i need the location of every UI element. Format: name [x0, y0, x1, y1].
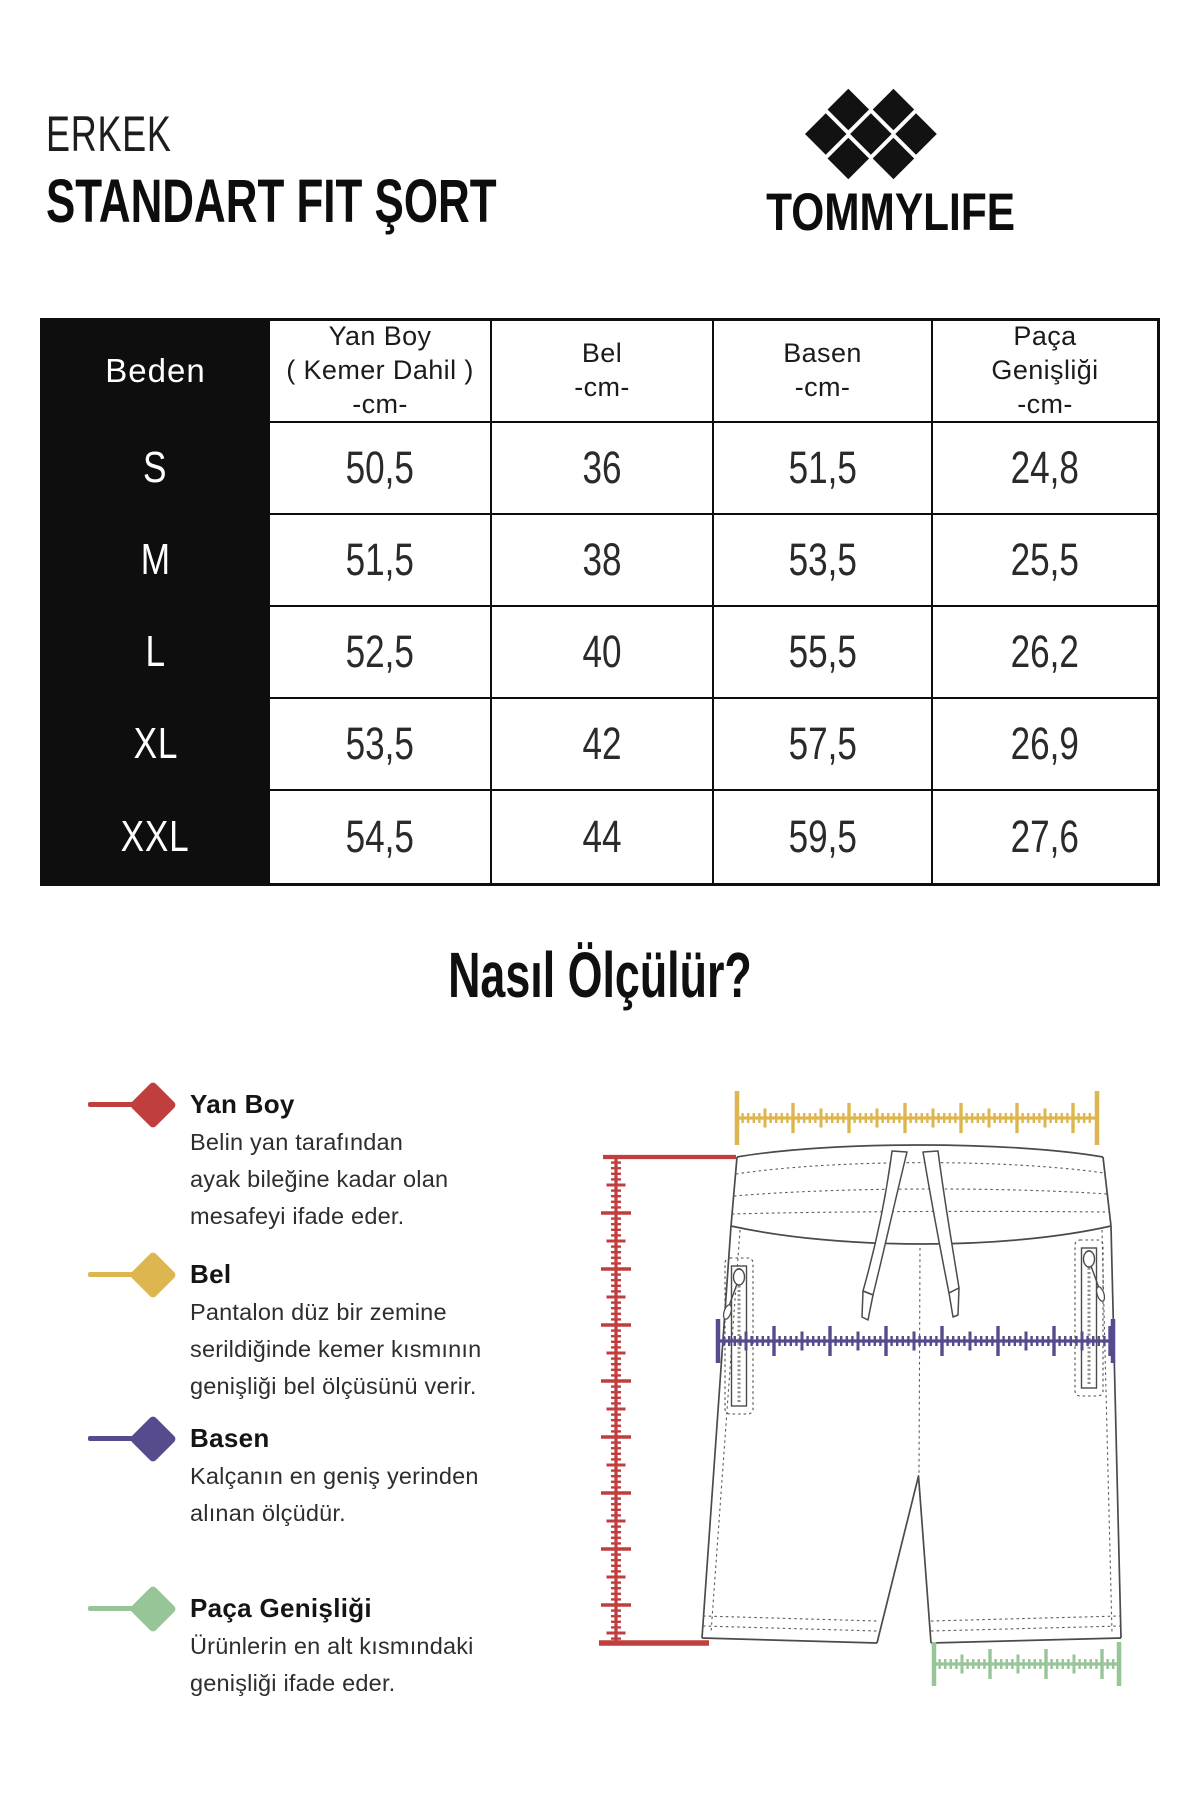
table-cell: 52,5 — [270, 607, 492, 699]
table-cell: 51,5 — [714, 423, 933, 515]
legend-description: Belin yan tarafından ayak bileğine kadar olan mesafeyi ifade eder. — [190, 1129, 449, 1229]
tommylife-diamonds-logo-icon — [790, 86, 948, 182]
table-cell: 55,5 — [714, 607, 933, 699]
column-header-basen: Basen -cm- — [714, 321, 933, 423]
basen-diamond-marker-icon — [88, 1416, 188, 1462]
paca-diamond-marker-icon — [88, 1586, 188, 1632]
brand-block — [735, 86, 1016, 242]
legend-item-basen — [88, 1422, 518, 1532]
table-cell: 42 — [492, 699, 714, 791]
shorts-body — [702, 1145, 1121, 1643]
legend-title: Paça Genişliği — [190, 1593, 372, 1623]
column-header-beden: Beden — [43, 321, 270, 423]
legend-description: Pantalon düz bir zemine serildiğinde kemer kısmının genişliği bel ölçüsünü verir. — [190, 1299, 482, 1399]
table-cell: 51,5 — [270, 515, 492, 607]
product-category: ERKEK — [46, 106, 172, 162]
table-cell: 59,5 — [714, 791, 933, 883]
table-cell: 57,5 — [714, 699, 933, 791]
legend-item-paca-genisligi — [88, 1592, 518, 1702]
size-label-cell: L — [43, 607, 270, 699]
table-cell: 27,6 — [1010, 811, 1080, 862]
legend-title: Yan Boy — [190, 1089, 295, 1119]
size-label-cell: XL — [43, 699, 270, 791]
column-header-paca-genisligi: Paça Genişliği -cm- — [933, 321, 1157, 423]
table-cell: 26,2 — [933, 607, 1157, 699]
table-cell: 53,5 — [714, 515, 933, 607]
how-to-measure-title: Nasıl Ölçülür? — [448, 939, 752, 1011]
table-cell: 38 — [492, 515, 714, 607]
header-title-block — [46, 106, 672, 235]
legend-title: Basen — [190, 1423, 270, 1453]
table-cell: 44 — [492, 791, 714, 883]
column-header-yan-boy: Yan Boy ( Kemer Dahil ) -cm- — [270, 321, 492, 423]
brand-name: TOMMYLIFE — [766, 183, 1016, 242]
bel-ruler — [737, 1091, 1097, 1145]
size-label-cell: M — [43, 515, 270, 607]
size-label-cell: S — [43, 423, 270, 515]
table-cell: 53,5 — [270, 699, 492, 791]
column-header-bel: Bel -cm- — [492, 321, 714, 423]
table-cell: 24,8 — [933, 423, 1157, 515]
table-cell: 54,5 — [270, 791, 492, 883]
product-title: STANDART FIT ŞORT — [46, 166, 497, 235]
size-label-cell: XXL — [43, 791, 270, 883]
yan-boy-diamond-marker-icon — [88, 1082, 188, 1128]
legend-description: Ürünlerin en alt kısmındaki genişliği ifade eder. — [190, 1633, 474, 1696]
legend-description: Kalçanın en geniş yerinden alınan ölçüdür. — [190, 1463, 479, 1526]
table-cell: 50,5 — [270, 423, 492, 515]
size-table — [40, 318, 1160, 886]
table-cell: 40 — [492, 607, 714, 699]
table-cell: 36 — [492, 423, 714, 515]
legend-title: Bel — [190, 1259, 232, 1289]
bel-diamond-marker-icon — [88, 1252, 188, 1298]
shorts-measure-diagram — [560, 1075, 1170, 1740]
legend-item-yan-boy — [88, 1088, 518, 1235]
paca-ruler — [934, 1642, 1119, 1686]
table-cell: 25,5 — [933, 515, 1157, 607]
legend-item-bel — [88, 1258, 518, 1405]
table-cell: 26,9 — [933, 699, 1157, 791]
